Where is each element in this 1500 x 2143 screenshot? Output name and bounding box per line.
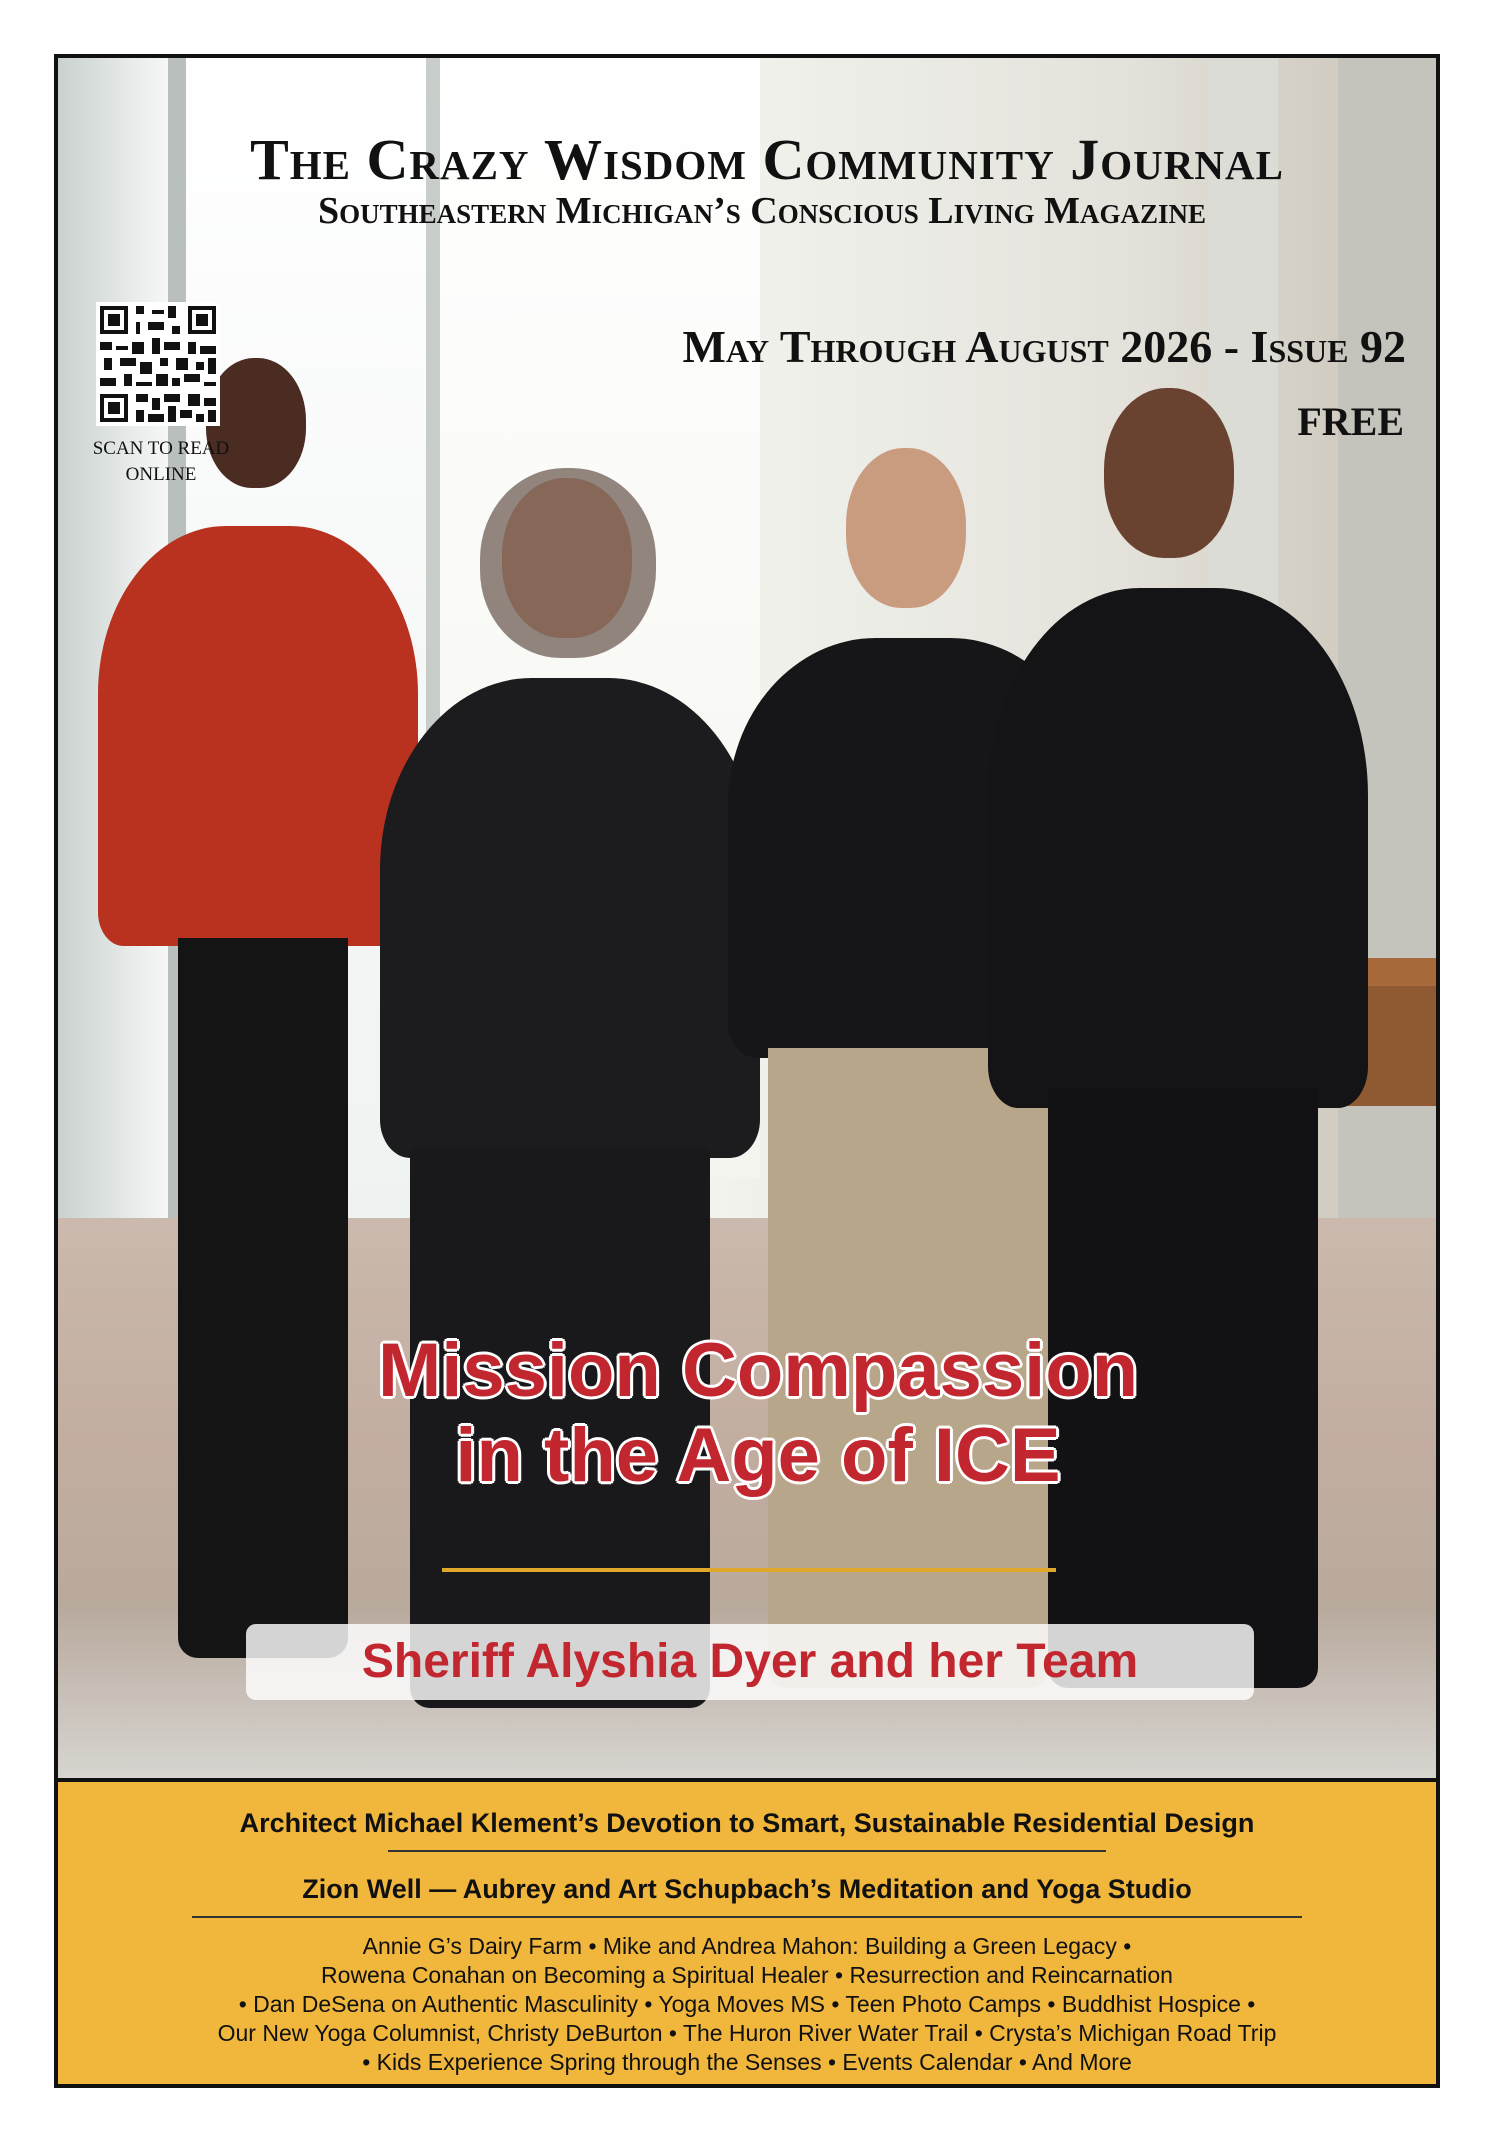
- price-label: FREE: [1297, 399, 1404, 444]
- cover-headline-line1: Mission Compassion: [377, 1328, 1139, 1413]
- feature-divider: [192, 1916, 1302, 1918]
- teaser-line: • Dan DeSena on Authentic Masculinity • Yoga Moves MS • Teen Photo Camps • Buddhist Hospice •: [238, 1990, 1256, 2017]
- teaser-line: Annie G’s Dairy Farm • Mike and Andrea Mahon: Building a Green Legacy •: [362, 1933, 1132, 1959]
- cover-photo: [58, 58, 1436, 1778]
- headline-divider: [442, 1568, 1056, 1572]
- feature-story-2: Zion Well — Aubrey and Art Schupbach’s Meditation and Yoga Studio: [302, 1874, 1192, 1904]
- cover-headline-line2: in the Age of ICE: [455, 1413, 1061, 1499]
- cover-subhead: Sheriff Alyshia Dyer and her Team: [246, 1624, 1254, 1700]
- masthead: [58, 127, 1436, 233]
- person-sheriff: [380, 478, 760, 1738]
- contents-panel: [58, 1778, 1436, 2084]
- teaser-list: [88, 1932, 1406, 2077]
- teaser-line: Rowena Conahan on Becoming a Spiritual Healer • Resurrection and Reincarnation: [321, 1961, 1173, 1988]
- qr-code-icon[interactable]: [96, 302, 220, 426]
- magazine-title: The Crazy Wisdom Community Journal: [250, 127, 1284, 192]
- qr-caption-line2: ONLINE: [125, 463, 197, 485]
- teaser-line: Our New Yoga Columnist, Christy DeBurton • The Huron River Water Trail • Crysta’s Michigan Road Trip: [217, 2019, 1277, 2046]
- issue-line: May Through August 2026 - Issue 92: [682, 321, 1406, 372]
- cover-headline: [258, 1328, 1258, 1498]
- magazine-cover: [54, 54, 1440, 2088]
- teaser-line: • Kids Experience Spring through the Senses • Events Calendar • And More: [362, 2048, 1132, 2075]
- qr-caption-line1: SCAN TO READ: [92, 438, 230, 459]
- feature-divider: [388, 1850, 1106, 1852]
- qr-caption: [66, 436, 256, 487]
- feature-story-1: Architect Michael Klement’s Devotion to Smart, Sustainable Residential Design: [239, 1808, 1255, 1838]
- magazine-subtitle: Southeastern Michigan’s Conscious Living Magazine: [318, 189, 1206, 232]
- person-jacket: [988, 388, 1368, 1738]
